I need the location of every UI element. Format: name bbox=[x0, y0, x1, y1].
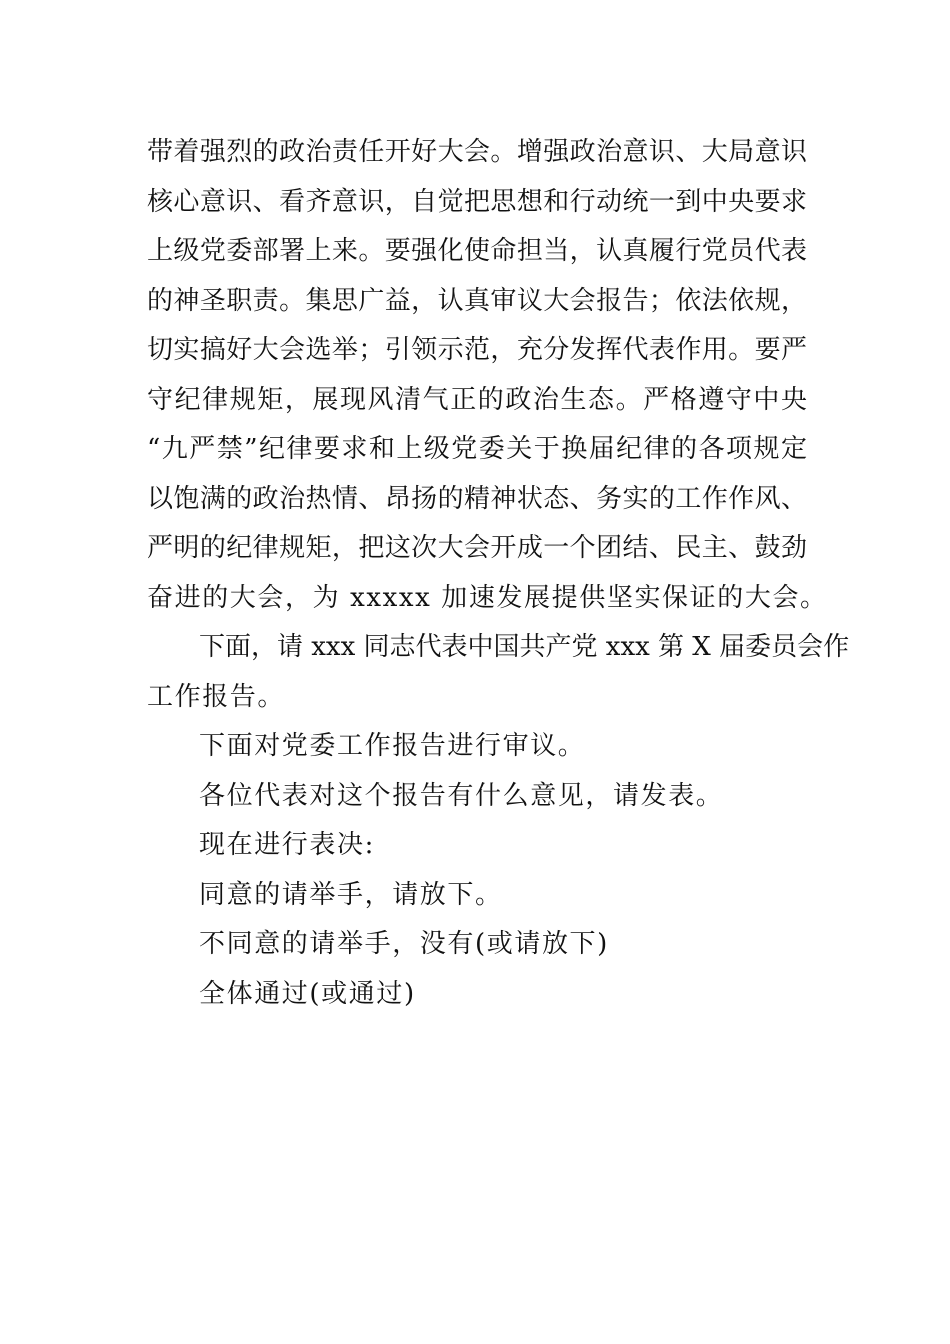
paragraph-line: 核心意识、看齐意识，自觉把思想和行动统一到中央要求 bbox=[147, 186, 807, 217]
paragraph-line: 下面对党委工作报告进行审议。 bbox=[199, 731, 586, 761]
paragraph-line: 切实搞好大会选举；引领示范，充分发挥代表作用。要严 bbox=[147, 335, 807, 365]
paragraph-line: 工作报告。 bbox=[147, 681, 286, 712]
paragraph-line: 同意的请举手，请放下。 bbox=[199, 879, 503, 910]
paragraph-line: 现在进行表决: bbox=[199, 830, 375, 860]
paragraph-line: 奋进的大会，为 xxxxx 加速发展提供坚实保证的大会。 bbox=[147, 582, 828, 613]
document-body bbox=[147, 128, 850, 1019]
paragraph-line: 带着强烈的政治责任开好大会。增强政治意识、大局意识 bbox=[147, 137, 807, 167]
paragraph-line: 下面，请 xxx 同志代表中国共产党 xxx 第 X 届委员会作 bbox=[199, 632, 850, 662]
paragraph-line: 全体通过(或通过) bbox=[199, 978, 416, 1009]
paragraph-line: 各位代表对这个报告有什么意见，请发表。 bbox=[199, 780, 724, 811]
paragraph-line: 严明的纪律规矩，把这次大会开成一个团结、民主、鼓劲 bbox=[147, 533, 807, 563]
paragraph-line: 不同意的请举手，没有(或请放下) bbox=[199, 929, 609, 959]
paragraph-line: 上级党委部署上来。要强化使命担当，认真履行党员代表 bbox=[147, 236, 807, 266]
paragraph-line: 以饱满的政治热情、昂扬的精神状态、务实的工作作风、 bbox=[147, 483, 807, 514]
paragraph-line: 的神圣职责。集思广益，认真审议大会报告；依法依规， bbox=[147, 285, 807, 316]
paragraph-line: “九严禁”纪律要求和上级党委关于换届纪律的各项规定 bbox=[147, 434, 807, 464]
paragraph-line: 守纪律规矩，展现风清气正的政治生态。严格遵守中央 bbox=[147, 384, 807, 415]
